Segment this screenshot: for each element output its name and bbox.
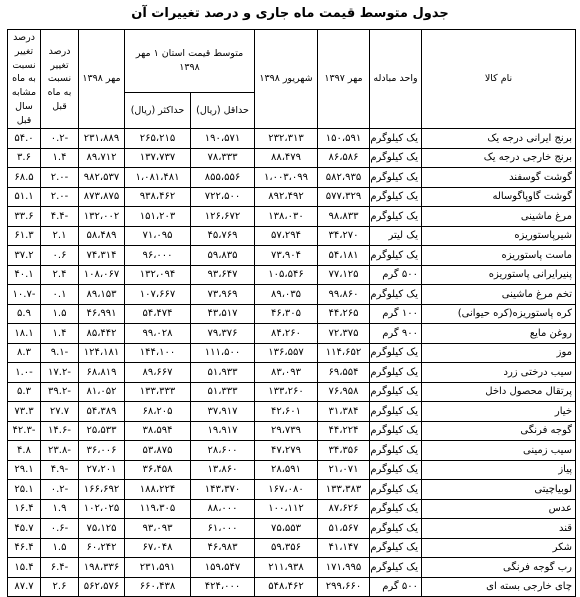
table-row <box>8 519 576 539</box>
cell-mehr-1397: ۹۸،۸۳۳ <box>318 207 370 227</box>
cell-shahrivar-1398: ۷۵،۵۵۳ <box>255 519 318 539</box>
cell-pct-same-month: ۲۵.۱ <box>8 480 41 500</box>
cell-pct-same-month: ۳۳.۶ <box>8 207 41 227</box>
price-table <box>7 29 576 597</box>
cell-mehr-1397: ۵۸۲،۹۳۵ <box>318 168 370 188</box>
cell-name: برنج خارجی درجه یک <box>422 148 576 168</box>
cell-max: ۲۶۵،۲۱۵ <box>125 129 191 149</box>
table-row <box>8 207 576 227</box>
cell-min: ۶۱،۰۰۰ <box>191 519 255 539</box>
cell-name: برنج ایرانی درجه یک <box>422 129 576 149</box>
cell-unit: ۵۰۰ گرم <box>370 265 422 285</box>
header-max: حداکثر (ریال) <box>125 93 191 129</box>
cell-shahrivar-1398: ۸۹،۰۳۵ <box>255 285 318 305</box>
cell-min: ۱۲۶،۶۷۲ <box>191 207 255 227</box>
cell-name: گوجه فرنگی <box>422 421 576 441</box>
cell-name: موز <box>422 343 576 363</box>
cell-pct-same-month: ۵۱.۱ <box>8 187 41 207</box>
cell-max: ۱۱۹،۳۰۵ <box>125 499 191 519</box>
cell-pct-prev-month: ۲۷.۷ <box>41 402 79 422</box>
cell-unit: یک کیلوگرم <box>370 363 422 383</box>
cell-mehr-1398: ۱۳۲،۰۰۲ <box>79 207 125 227</box>
cell-pct-same-month: ۲۹.۱ <box>8 460 41 480</box>
cell-unit: یک کیلوگرم <box>370 343 422 363</box>
cell-min: ۳۷،۹۱۷ <box>191 402 255 422</box>
cell-pct-prev-month: ۰.۶ <box>41 246 79 266</box>
cell-name: رب گوجه فرنگی <box>422 558 576 578</box>
cell-mehr-1398: ۸۱،۰۵۲ <box>79 382 125 402</box>
cell-mehr-1397: ۵۱،۵۶۷ <box>318 519 370 539</box>
cell-mehr-1398: ۳۶،۰۰۶ <box>79 441 125 461</box>
cell-mehr-1398: ۷۴،۳۱۴ <box>79 246 125 266</box>
cell-max: ۹۳،۰۹۳ <box>125 519 191 539</box>
cell-mehr-1397: ۱۳۳،۳۸۳ <box>318 480 370 500</box>
table-row <box>8 246 576 266</box>
header-pct-prev-month: درصد تغییر نسبت به ماه قبل <box>41 30 79 129</box>
header-province-group: متوسط قیمت استان ۱ مهر ۱۳۹۸ <box>125 30 255 93</box>
cell-shahrivar-1398: ۲۱۱،۹۳۸ <box>255 558 318 578</box>
cell-pct-prev-month: ۱.۴ <box>41 324 79 344</box>
cell-max: ۹۶،۰۰۰ <box>125 246 191 266</box>
cell-pct-same-month: ۴۰.۱ <box>8 265 41 285</box>
cell-name: لوبیاچیتی <box>422 480 576 500</box>
cell-mehr-1398: ۵۴،۳۸۹ <box>79 402 125 422</box>
cell-pct-same-month: ۶۸.۵ <box>8 168 41 188</box>
cell-mehr-1397: ۸۷،۶۲۶ <box>318 499 370 519</box>
cell-max: ۱،۰۸۱،۴۸۱ <box>125 168 191 188</box>
cell-name: گوشت گاوپاگوساله <box>422 187 576 207</box>
cell-pct-prev-month: -۰.۶ <box>41 519 79 539</box>
cell-min: ۵۱،۹۳۳ <box>191 363 255 383</box>
cell-mehr-1397: ۲۹۹،۶۶۰ <box>318 577 370 597</box>
cell-mehr-1398: ۴۶،۹۹۱ <box>79 304 125 324</box>
cell-shahrivar-1398: ۸۳،۰۹۳ <box>255 363 318 383</box>
cell-unit: یک کیلوگرم <box>370 460 422 480</box>
cell-name: شیرپاستوریزه <box>422 226 576 246</box>
table-row <box>8 460 576 480</box>
cell-shahrivar-1398: ۴۶،۳۰۵ <box>255 304 318 324</box>
cell-max: ۵۳،۸۷۵ <box>125 441 191 461</box>
table-row <box>8 558 576 578</box>
header-name: نام کالا <box>422 30 576 129</box>
cell-max: ۱۳۳،۳۳۳ <box>125 382 191 402</box>
cell-mehr-1397: ۷۷،۱۲۵ <box>318 265 370 285</box>
cell-mehr-1398: ۱۰۲،۰۲۵ <box>79 499 125 519</box>
cell-pct-same-month: ۳۷.۲ <box>8 246 41 266</box>
cell-shahrivar-1398: ۴۲،۶۰۱ <box>255 402 318 422</box>
cell-pct-same-month: ۵۴.۰ <box>8 129 41 149</box>
table-row <box>8 499 576 519</box>
cell-mehr-1397: ۱۱۴،۶۵۲ <box>318 343 370 363</box>
cell-min: ۱۹۰،۵۷۱ <box>191 129 255 149</box>
cell-pct-prev-month: -۴.۴ <box>41 207 79 227</box>
cell-mehr-1398: ۸۷۳،۸۷۵ <box>79 187 125 207</box>
cell-shahrivar-1398: ۱۰۰،۱۱۲ <box>255 499 318 519</box>
cell-pct-same-month: -۴۲.۳ <box>8 421 41 441</box>
table-row <box>8 226 576 246</box>
cell-name: شکر <box>422 538 576 558</box>
cell-pct-prev-month: ۱.۵ <box>41 304 79 324</box>
cell-unit: یک کیلوگرم <box>370 402 422 422</box>
cell-max: ۳۸،۵۹۴ <box>125 421 191 441</box>
cell-name: عدس <box>422 499 576 519</box>
cell-mehr-1397: ۴۴،۲۶۵ <box>318 304 370 324</box>
table-row <box>8 168 576 188</box>
cell-min: ۴۵،۷۶۹ <box>191 226 255 246</box>
cell-mehr-1398: ۲۷،۲۰۱ <box>79 460 125 480</box>
cell-pct-prev-month: -۰.۲ <box>41 480 79 500</box>
cell-min: ۷۳،۹۶۹ <box>191 285 255 305</box>
cell-min: ۵۱،۳۳۳ <box>191 382 255 402</box>
cell-mehr-1397: ۳۱،۳۸۴ <box>318 402 370 422</box>
cell-mehr-1398: ۱۲۴،۱۸۱ <box>79 343 125 363</box>
cell-mehr-1398: ۸۵،۴۴۲ <box>79 324 125 344</box>
cell-pct-same-month: ۴۵.۷ <box>8 519 41 539</box>
cell-name: سیب زمینی <box>422 441 576 461</box>
cell-unit: ۱۰۰ گرم <box>370 304 422 324</box>
cell-mehr-1397: ۵۷۷،۳۲۹ <box>318 187 370 207</box>
cell-name: چای خارجی بسته ای <box>422 577 576 597</box>
cell-min: ۹۳،۶۴۷ <box>191 265 255 285</box>
cell-unit: یک کیلوگرم <box>370 246 422 266</box>
cell-pct-prev-month: -۱۴.۶ <box>41 421 79 441</box>
cell-pct-same-month: ۵.۹ <box>8 304 41 324</box>
table-title: جدول متوسط قیمت ماه جاری و درصد تغییرات آن <box>131 6 449 21</box>
cell-pct-prev-month: ۲.۶ <box>41 577 79 597</box>
table-row <box>8 363 576 383</box>
cell-mehr-1398: ۹۸۲،۵۳۷ <box>79 168 125 188</box>
cell-shahrivar-1398: ۱۳۶،۵۵۷ <box>255 343 318 363</box>
table-row <box>8 441 576 461</box>
cell-max: ۶۷،۰۴۸ <box>125 538 191 558</box>
cell-name: تخم مرغ ماشینی <box>422 285 576 305</box>
cell-pct-same-month: ۱۶.۴ <box>8 499 41 519</box>
cell-mehr-1397: ۷۶،۹۵۸ <box>318 382 370 402</box>
cell-max: ۱۳۲،۰۹۴ <box>125 265 191 285</box>
cell-shahrivar-1398: ۴۷،۲۷۹ <box>255 441 318 461</box>
cell-max: ۷۱،۰۹۵ <box>125 226 191 246</box>
cell-pct-prev-month: ۱.۵ <box>41 538 79 558</box>
cell-shahrivar-1398: ۸۴،۲۶۰ <box>255 324 318 344</box>
cell-max: ۱۰۷،۶۶۷ <box>125 285 191 305</box>
cell-max: ۱۸۸،۲۲۴ <box>125 480 191 500</box>
cell-mehr-1397: ۱۵۰،۵۹۱ <box>318 129 370 149</box>
table-row <box>8 382 576 402</box>
cell-mehr-1397: ۶۹،۵۵۴ <box>318 363 370 383</box>
cell-min: ۷۲۲،۵۰۰ <box>191 187 255 207</box>
cell-name: روغن مایع <box>422 324 576 344</box>
cell-unit: یک کیلوگرم <box>370 168 422 188</box>
cell-min: ۸۵۵،۵۵۶ <box>191 168 255 188</box>
header-min: حداقل (ریال) <box>191 93 255 129</box>
cell-shahrivar-1398: ۸۹۲،۴۹۲ <box>255 187 318 207</box>
cell-min: ۱۹،۹۱۷ <box>191 421 255 441</box>
cell-pct-same-month: ۱۸.۱ <box>8 324 41 344</box>
table-row <box>8 187 576 207</box>
cell-shahrivar-1398: ۷۳،۹۰۴ <box>255 246 318 266</box>
cell-max: ۱۳۷،۷۳۷ <box>125 148 191 168</box>
table-row <box>8 480 576 500</box>
cell-name: ماست پاستوریزه <box>422 246 576 266</box>
cell-unit: یک کیلوگرم <box>370 441 422 461</box>
cell-shahrivar-1398: ۲۳۲،۳۱۳ <box>255 129 318 149</box>
cell-mehr-1397: ۷۲،۳۷۵ <box>318 324 370 344</box>
cell-mehr-1398: ۷۵،۱۲۵ <box>79 519 125 539</box>
cell-unit: یک کیلوگرم <box>370 187 422 207</box>
cell-mehr-1398: ۲۳۱،۸۸۹ <box>79 129 125 149</box>
cell-min: ۷۸،۳۳۳ <box>191 148 255 168</box>
cell-min: ۴۶،۹۸۳ <box>191 538 255 558</box>
cell-mehr-1397: ۴۴،۲۲۴ <box>318 421 370 441</box>
cell-name: قند <box>422 519 576 539</box>
table-row <box>8 577 576 597</box>
cell-pct-prev-month: ۱.۴ <box>41 148 79 168</box>
cell-pct-same-month: ۷۳.۳ <box>8 402 41 422</box>
cell-pct-prev-month: -۹.۱ <box>41 343 79 363</box>
cell-name: پنیرایرانی پاستوریزه <box>422 265 576 285</box>
cell-pct-same-month: ۴۶.۴ <box>8 538 41 558</box>
cell-max: ۱۴۴،۱۰۰ <box>125 343 191 363</box>
cell-max: ۲۳۱،۵۹۱ <box>125 558 191 578</box>
cell-mehr-1397: ۴۱،۱۴۷ <box>318 538 370 558</box>
cell-pct-prev-month: -۴.۹ <box>41 460 79 480</box>
cell-unit: یک کیلوگرم <box>370 129 422 149</box>
cell-unit: یک کیلوگرم <box>370 499 422 519</box>
table-row <box>8 538 576 558</box>
cell-mehr-1397: ۱۷۱،۹۹۵ <box>318 558 370 578</box>
cell-pct-same-month: -۱۰.۷ <box>8 285 41 305</box>
cell-pct-prev-month: -۰.۲ <box>41 129 79 149</box>
header-pct-same-month: درصد تغییر نسبت به ماه مشابه سال قبل <box>8 30 41 129</box>
header-unit: واحد مبادله <box>370 30 422 129</box>
cell-pct-same-month: ۴.۸ <box>8 441 41 461</box>
cell-pct-prev-month: -۶.۴ <box>41 558 79 578</box>
cell-min: ۷۹،۳۷۶ <box>191 324 255 344</box>
cell-unit: یک لیتر <box>370 226 422 246</box>
cell-mehr-1398: ۱۹۸،۳۳۶ <box>79 558 125 578</box>
cell-min: ۱۵۹،۵۴۷ <box>191 558 255 578</box>
cell-unit: یک کیلوگرم <box>370 480 422 500</box>
cell-max: ۸۹،۶۶۷ <box>125 363 191 383</box>
table-row <box>8 129 576 149</box>
header-mehr-1397: مهر ۱۳۹۷ <box>318 30 370 129</box>
cell-mehr-1397: ۲۱،۰۷۱ <box>318 460 370 480</box>
header-mehr-1398: مهر ۱۳۹۸ <box>79 30 125 129</box>
cell-mehr-1398: ۵۸،۴۸۹ <box>79 226 125 246</box>
cell-unit: یک کیلوگرم <box>370 538 422 558</box>
cell-pct-same-month: -۱.۰ <box>8 363 41 383</box>
cell-mehr-1398: ۶۰،۲۴۲ <box>79 538 125 558</box>
cell-max: ۱۵۱،۲۰۳ <box>125 207 191 227</box>
cell-min: ۱۱۱،۵۰۰ <box>191 343 255 363</box>
table-row <box>8 343 576 363</box>
cell-min: ۱۳،۸۶۰ <box>191 460 255 480</box>
cell-mehr-1398: ۱۰۸،۰۶۷ <box>79 265 125 285</box>
table-row <box>8 304 576 324</box>
cell-min: ۱۴۳،۳۷۰ <box>191 480 255 500</box>
cell-mehr-1398: ۲۵،۵۳۳ <box>79 421 125 441</box>
cell-pct-prev-month: ۲.۱ <box>41 226 79 246</box>
cell-shahrivar-1398: ۱۰۵،۵۴۶ <box>255 265 318 285</box>
cell-max: ۶۸،۲۰۵ <box>125 402 191 422</box>
cell-pct-same-month: ۸۷.۷ <box>8 577 41 597</box>
table-row <box>8 265 576 285</box>
cell-shahrivar-1398: ۱۶۷،۰۸۰ <box>255 480 318 500</box>
cell-name: پرتقال محصول داخل <box>422 382 576 402</box>
cell-unit: یک کیلوگرم <box>370 148 422 168</box>
cell-mehr-1397: ۸۶،۵۸۶ <box>318 148 370 168</box>
cell-shahrivar-1398: ۱۳۳،۲۶۰ <box>255 382 318 402</box>
cell-mehr-1398: ۱۶۶،۶۹۲ <box>79 480 125 500</box>
cell-pct-prev-month: ۲.۴ <box>41 265 79 285</box>
cell-mehr-1397: ۳۴،۲۷۰ <box>318 226 370 246</box>
table-row <box>8 421 576 441</box>
cell-unit: یک کیلوگرم <box>370 382 422 402</box>
cell-name: کره پاستوریزه(کره حیوانی) <box>422 304 576 324</box>
cell-shahrivar-1398: ۵۹،۳۵۶ <box>255 538 318 558</box>
table-row <box>8 285 576 305</box>
cell-mehr-1397: ۳۴،۳۵۶ <box>318 441 370 461</box>
cell-pct-prev-month: ۱.۹ <box>41 499 79 519</box>
cell-shahrivar-1398: ۲۸،۵۹۱ <box>255 460 318 480</box>
cell-unit: یک کیلوگرم <box>370 558 422 578</box>
header-shahrivar-1398: شهریور ۱۳۹۸ <box>255 30 318 129</box>
cell-shahrivar-1398: ۲۹،۷۳۹ <box>255 421 318 441</box>
cell-pct-same-month: ۸.۳ <box>8 343 41 363</box>
cell-name: سیب درختی زرد <box>422 363 576 383</box>
table-row <box>8 402 576 422</box>
cell-shahrivar-1398: ۱،۰۰۳،۰۹۹ <box>255 168 318 188</box>
cell-max: ۹۳۸،۴۶۲ <box>125 187 191 207</box>
cell-unit: یک کیلوگرم <box>370 519 422 539</box>
cell-unit: یک کیلوگرم <box>370 421 422 441</box>
cell-shahrivar-1398: ۸۸،۴۷۹ <box>255 148 318 168</box>
cell-shahrivar-1398: ۵۴۸،۴۶۲ <box>255 577 318 597</box>
cell-name: گوشت گوسفند <box>422 168 576 188</box>
cell-max: ۳۶،۴۵۸ <box>125 460 191 480</box>
cell-unit: ۹۰۰ گرم <box>370 324 422 344</box>
cell-mehr-1398: ۸۹،۱۵۳ <box>79 285 125 305</box>
cell-shahrivar-1398: ۱۳۸،۰۳۰ <box>255 207 318 227</box>
table-body <box>8 129 576 597</box>
cell-max: ۵۴،۴۷۴ <box>125 304 191 324</box>
table-row <box>8 324 576 344</box>
cell-pct-prev-month: -۲.۰ <box>41 168 79 188</box>
cell-min: ۲۸،۶۰۰ <box>191 441 255 461</box>
cell-unit: یک کیلوگرم <box>370 207 422 227</box>
cell-min: ۴۳،۵۱۷ <box>191 304 255 324</box>
cell-pct-prev-month: -۱۷.۲ <box>41 363 79 383</box>
cell-pct-same-month: ۶۱.۳ <box>8 226 41 246</box>
cell-shahrivar-1398: ۵۷،۲۹۴ <box>255 226 318 246</box>
table-row <box>8 148 576 168</box>
cell-min: ۸۸،۰۰۰ <box>191 499 255 519</box>
cell-min: ۴۲۴،۰۰۰ <box>191 577 255 597</box>
cell-pct-same-month: ۱۵.۴ <box>8 558 41 578</box>
cell-mehr-1397: ۵۴،۱۸۱ <box>318 246 370 266</box>
cell-pct-prev-month: ۰.۱ <box>41 285 79 305</box>
cell-max: ۶۶۰،۴۳۸ <box>125 577 191 597</box>
cell-max: ۹۹،۰۲۸ <box>125 324 191 344</box>
cell-mehr-1398: ۶۸،۸۱۹ <box>79 363 125 383</box>
cell-unit: ۵۰۰ گرم <box>370 577 422 597</box>
cell-mehr-1398: ۵۶۲،۵۷۶ <box>79 577 125 597</box>
cell-mehr-1398: ۸۹،۷۱۲ <box>79 148 125 168</box>
cell-min: ۵۹،۸۳۵ <box>191 246 255 266</box>
cell-mehr-1397: ۹۹،۸۶۰ <box>318 285 370 305</box>
cell-pct-prev-month: -۲.۰ <box>41 187 79 207</box>
cell-unit: یک کیلوگرم <box>370 285 422 305</box>
cell-pct-prev-month: -۲۳.۸ <box>41 441 79 461</box>
cell-name: مرغ ماشینی <box>422 207 576 227</box>
cell-name: پیاز <box>422 460 576 480</box>
cell-pct-same-month: ۵.۳ <box>8 382 41 402</box>
cell-pct-same-month: ۳.۶ <box>8 148 41 168</box>
cell-name: خیار <box>422 402 576 422</box>
cell-pct-prev-month: -۳۹.۲ <box>41 382 79 402</box>
